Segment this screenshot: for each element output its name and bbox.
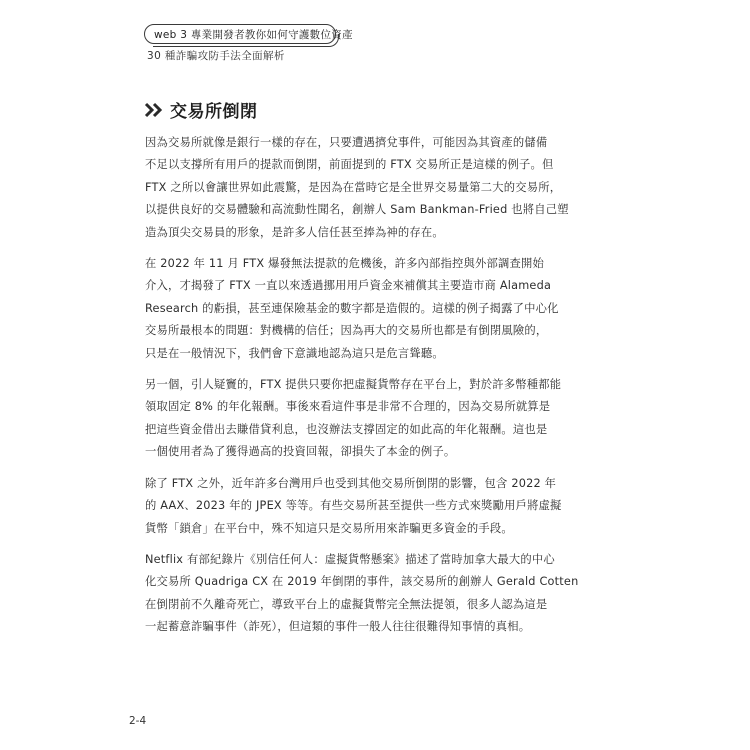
text-line: 因為交易所就像是銀行一樣的存在，只要遭遇擠兌事件，可能因為其資產的儲備: [145, 136, 548, 149]
text-line: 貨幣「鎖倉」在平台中，殊不知這只是交易所用來詐騙更多資金的手段。: [145, 521, 513, 535]
text-line: Research 的虧損，甚至連保險基金的數字都是造假的。這樣的例子揭露了中心化: [145, 301, 559, 315]
section-title: 交易所倒閉: [170, 102, 258, 122]
text-line: 領取固定 8% 的年化報酬。事後來看這件事是非常不合理的，因為交易所就算是: [145, 400, 551, 414]
text-line: 造為頂尖交易員的形象，是許多人信任甚至捧為神的存在。: [145, 225, 444, 239]
text-line: 一個使用者為了獲得過高的投資回報，卻損失了本金的例子。: [145, 445, 456, 459]
book-title: web 3 專業開發者教你如何守護數位資產: [154, 29, 353, 41]
text-line: 的 AAX、2023 年的 JPEX 等等。有些交易所甚至提供一些方式來獎勵用戶將虛擬: [145, 499, 562, 513]
paragraph: [145, 473, 581, 540]
book-subtitle: 30 種詐騙攻防手法全面解析: [147, 50, 285, 62]
text-line: 交易所最根本的問題：對機構的信任；因為再大的交易所也都是有倒閉風險的，: [145, 324, 548, 338]
text-line: FTX 之所以會讓世界如此震驚，是因為在當時它是全世界交易量第二大的交易所，: [145, 180, 562, 194]
page-number: 2-4: [129, 715, 147, 727]
text-line: 除了 FTX 之外，近年許多台灣用戶也受到其他交易所倒閉的影響，包含 2022 年: [145, 476, 557, 490]
body-text: [145, 132, 581, 649]
text-line: 把這些資金借出去賺借貸利息，也沒辦法支撐固定的如此高的年化報酬。這也是: [145, 422, 548, 436]
book-title-badge: [144, 24, 353, 44]
text-line: 只是在一般情況下，我們會下意識地認為這只是危言聳聽。: [145, 346, 444, 360]
paragraph: [145, 253, 581, 365]
paragraph: [145, 549, 581, 639]
text-line: 在 2022 年 11 月 FTX 爆發無法提款的危機後，許多內部指控與外部調查開始: [145, 257, 545, 271]
text-line: 介入，才揭發了 FTX 一直以來透過挪用用戶資金來補償其主要造市商 Alameda: [145, 279, 552, 293]
double-chevron-right-icon: [144, 101, 166, 119]
text-line: 在倒閉前不久離奇死亡，導致平台上的虛擬貨幣完全無法提領，很多人認為這是: [145, 597, 548, 611]
paragraph: [145, 132, 581, 244]
text-line: 化交易所 Quadriga CX 在 2019 年倒閉的事件，該交易所的創辦人 Gerald Cotten: [145, 575, 579, 589]
text-line: 一起蓄意詐騙事件（詐死），但這類的事件一般人往往很難得知事情的真相。: [145, 620, 531, 634]
text-line: Netflix 有部紀錄片《別信任何人：虛擬貨幣懸案》描述了當時加拿大最大的中心: [145, 552, 555, 566]
section-heading: [144, 97, 258, 122]
text-line: 不足以支撐所有用戶的提款而倒閉，前面提到的 FTX 交易所正是這樣的例子。但: [145, 158, 554, 172]
text-line: 另一個，引人疑竇的，FTX 提供只要你把虛擬貨幣存在平台上，對於許多幣種都能: [145, 378, 562, 392]
paragraph: [145, 374, 581, 464]
text-line: 以提供良好的交易體驗和高流動性聞名，創辦人 Sam Bankman-Fried 也將自己塑: [145, 203, 569, 217]
